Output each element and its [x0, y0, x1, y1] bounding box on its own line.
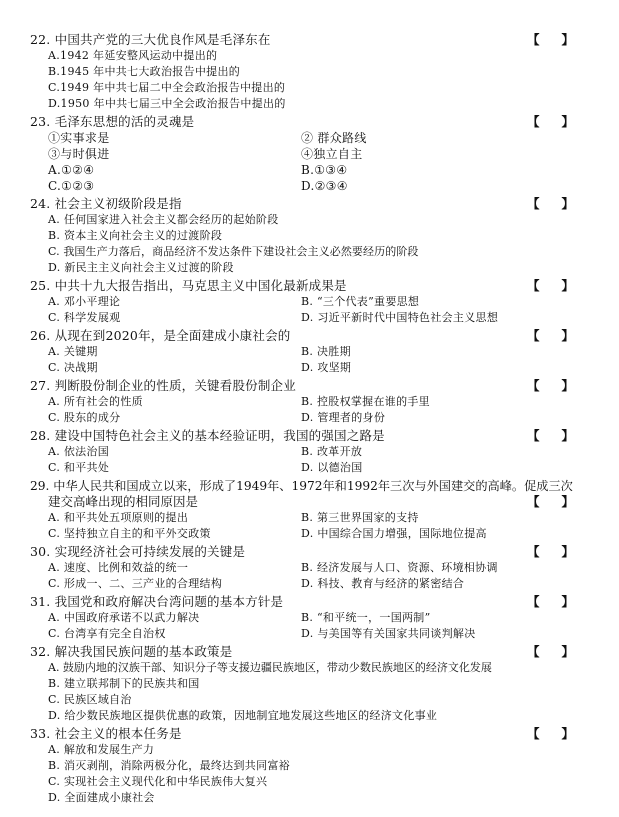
option-d: D. 科技、教育与经济的紧密结合 [301, 577, 465, 590]
option-d: D. 管理者的身份 [301, 411, 386, 424]
option-b: B. 经济发展与人口、资源、环境相协调 [301, 561, 498, 574]
statement-2: ② 群众路线 [301, 131, 367, 145]
option-c: C. 股东的成分 [48, 411, 121, 424]
option-a: A. 中国政府承诺不以武力解决 [48, 611, 200, 624]
option-c: C. 决战期 [48, 361, 98, 374]
answer-bracket[interactable]: 【 】 [527, 196, 575, 211]
option-c: C. 和平共处 [48, 461, 110, 474]
option-b: B. 消灭剥削，消除两极分化，最终达到共同富裕 [48, 759, 290, 772]
option-a: A. 和平共处五项原则的提出 [48, 511, 189, 524]
option-c: C. 我国生产力落后，商品经济不发达条件下建设社会主义必然要经历的阶段 [48, 245, 419, 258]
question-stem: 24. 社会主义初级阶段是指 [30, 196, 182, 211]
option-b: B. “三个代表”重要思想 [301, 295, 420, 308]
option-d: D. 全面建成小康社会 [48, 791, 155, 804]
question-stem-continued: 建交高峰出现的相同原因是 [48, 494, 199, 509]
option-a: A.①②④ [48, 163, 95, 177]
question-stem: 25. 中共十九大报告指出，马克思主义中国化最新成果是 [30, 278, 347, 293]
question-stem: 33. 社会主义的根本任务是 [30, 726, 182, 741]
option-c: C. 形成一、二、三产业的合理结构 [48, 577, 223, 590]
option-d: D.②③④ [301, 179, 348, 193]
question-stem: 30. 实现经济社会可持续发展的关键是 [30, 544, 246, 559]
answer-bracket[interactable]: 【 】 [527, 594, 575, 609]
option-b: B. 改革开放 [301, 445, 363, 458]
answer-bracket[interactable]: 【 】 [527, 726, 575, 741]
option-b: B. “和平统一，一国两制” [301, 611, 431, 624]
option-d: D. 给少数民族地区提供优惠的政策，因地制宜地发展这些地区的经济文化事业 [48, 709, 438, 722]
answer-bracket[interactable]: 【 】 [527, 494, 575, 509]
option-a: A. 任何国家进入社会主义都会经历的起始阶段 [48, 213, 279, 226]
option-a: A. 解放和发展生产力 [48, 743, 155, 756]
option-c: C. 民族区域自治 [48, 693, 132, 706]
answer-bracket[interactable]: 【 】 [527, 378, 575, 393]
option-a: A. 依法治国 [48, 445, 110, 458]
answer-bracket[interactable]: 【 】 [527, 544, 575, 559]
option-a: A. 所有社会的性质 [48, 395, 143, 408]
question-stem: 31. 我国党和政府解决台湾问题的基本方针是 [30, 594, 284, 609]
statement-1: ①实事求是 [48, 131, 110, 145]
option-b: B. 控股权掌握在谁的手里 [301, 395, 430, 408]
question-stem: 27. 判断股份制企业的性质，关键看股份制企业 [30, 378, 296, 393]
option-d: D. 习近平新时代中国特色社会主义思想 [301, 311, 499, 324]
question-stem: 22. 中国共产党的三大优良作风是毛泽东在 [30, 32, 271, 47]
option-d: D. 中国综合国力增强，国际地位提高 [301, 527, 487, 540]
option-a: A.1942 年延安整风运动中提出的 [48, 49, 218, 62]
option-b: B. 资本主义向社会主义的过渡阶段 [48, 229, 223, 242]
question-stem: 26. 从现在到2020年，是全面建成小康社会的 [30, 328, 291, 343]
option-d: D. 与美国等有关国家共同谈判解决 [301, 627, 476, 640]
question-stem: 29. 中华人民共和国成立以来，形成了1949年、1972年和1992年三次与外国建交的高峰。促成三次 [30, 479, 573, 493]
option-a: A. 关键期 [48, 345, 98, 358]
answer-bracket[interactable]: 【 】 [527, 114, 575, 129]
option-b: B. 建立联邦制下的民族共和国 [48, 677, 200, 690]
option-d: D. 攻坚期 [301, 361, 352, 374]
question-stem: 28. 建设中国特色社会主义的基本经验证明，我国的强国之路是 [30, 428, 385, 443]
option-c: C.①②③ [48, 179, 95, 193]
option-d: D. 新民主主义向社会主义过渡的阶段 [48, 261, 234, 274]
statement-3: ③与时俱进 [48, 147, 110, 161]
option-b: B.1945 年中共七大政治报告中提出的 [48, 65, 241, 78]
option-b: B. 第三世界国家的支持 [301, 511, 419, 524]
answer-bracket[interactable]: 【 】 [527, 32, 575, 47]
option-b: B. 决胜期 [301, 345, 351, 358]
option-b: B.①③④ [301, 163, 348, 177]
question-stem: 23. 毛泽东思想的活的灵魂是 [30, 114, 195, 129]
answer-bracket[interactable]: 【 】 [527, 428, 575, 443]
answer-bracket[interactable]: 【 】 [527, 328, 575, 343]
option-c: C. 实现社会主义现代化和中华民族伟大复兴 [48, 775, 268, 788]
option-c: C. 坚持独立自主的和平外交政策 [48, 527, 211, 540]
option-d: D. 以德治国 [301, 461, 363, 474]
option-a: A. 速度、比例和效益的统一 [48, 561, 189, 574]
question-stem: 32. 解决我国民族问题的基本政策是 [30, 644, 233, 659]
option-a: A. 鼓励内地的汉族干部、知识分子等支援边疆民族地区，带动少数民族地区的经济文化发展 [48, 661, 492, 674]
option-c: C. 科学发展观 [48, 311, 121, 324]
option-d: D.1950 年中共七届三中全会政治报告中提出的 [48, 97, 286, 110]
option-a: A. 邓小平理论 [48, 295, 121, 308]
answer-bracket[interactable]: 【 】 [527, 278, 575, 293]
option-c: C. 台湾享有完全自治权 [48, 627, 166, 640]
option-c: C.1949 年中共七届二中全会政治报告中提出的 [48, 81, 286, 94]
statement-4: ④独立自主 [301, 147, 363, 161]
answer-bracket[interactable]: 【 】 [527, 644, 575, 659]
